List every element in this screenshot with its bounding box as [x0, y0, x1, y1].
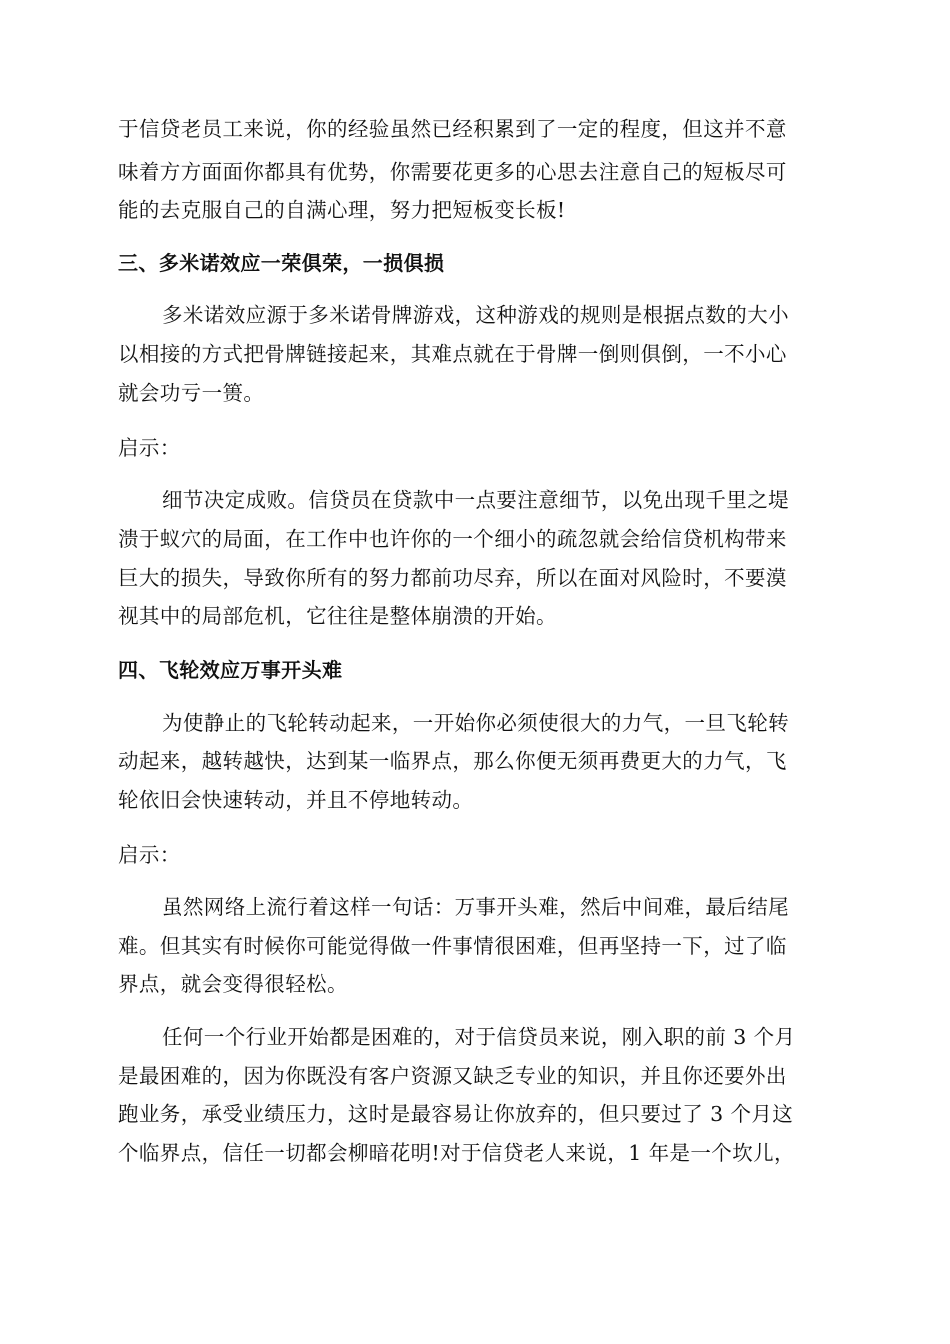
paragraph-line: 界点，就会变得很轻松。 — [118, 972, 348, 996]
paragraph-line: 跑业务，承受业绩压力，这时是最容易让你放弃的，但只要过了 3 个月这 — [118, 1102, 794, 1126]
insight-label: 启示： — [118, 843, 181, 867]
paragraph-line: 为使静止的飞轮转动起来，一开始你必须使很大的力气，一旦飞轮转 — [162, 711, 789, 735]
section-heading-domino: 三、多米诺效应一荣俱荣，一损俱损 — [118, 251, 445, 275]
insight-label: 启示： — [118, 436, 181, 460]
paragraph-line: 视其中的局部危机，它往往是整体崩溃的开始。 — [118, 604, 557, 628]
paragraph-line: 就会功亏一篑。 — [118, 381, 265, 405]
paragraph-line: 以相接的方式把骨牌链接起来，其难点就在于骨牌一倒则俱倒，一不小心 — [118, 342, 787, 366]
paragraph-line: 于信贷老员工来说，你的经验虽然已经积累到了一定的程度，但这并不意 — [118, 117, 787, 141]
paragraph-line: 是最困难的，因为你既没有客户资源又缺乏专业的知识，并且你还要外出 — [118, 1064, 787, 1088]
paragraph-line: 轮依旧会快速转动，并且不停地转动。 — [118, 788, 474, 812]
paragraph-line: 细节决定成败。信贷员在贷款中一点要注意细节，以免出现千里之堤 — [162, 488, 789, 512]
paragraph-line: 能的去克服自己的自满心理，努力把短板变长板! — [118, 198, 566, 222]
paragraph-line: 个临界点，信任一切都会柳暗花明!对于信贷老人来说，1 年是一个坎儿， — [118, 1141, 795, 1165]
paragraph-line: 难。但其实有时候你可能觉得做一件事情很困难，但再坚持一下，过了临 — [118, 934, 787, 958]
paragraph-line: 虽然网络上流行着这样一句话：万事开头难，然后中间难，最后结尾 — [162, 895, 789, 919]
paragraph-line: 任何一个行业开始都是困难的，对于信贷员来说，刚入职的前 3 个月 — [162, 1025, 796, 1049]
paragraph-line: 多米诺效应源于多米诺骨牌游戏，这种游戏的规则是根据点数的大小 — [162, 303, 789, 327]
paragraph-line: 巨大的损失，导致你所有的努力都前功尽弃，所以在面对风险时，不要漠 — [118, 566, 787, 590]
paragraph-line: 溃于蚁穴的局面，在工作中也许你的一个细小的疏忽就会给信贷机构带来 — [118, 527, 787, 551]
section-heading-flywheel: 四、飞轮效应万事开头难 — [118, 658, 343, 682]
paragraph-line: 动起来，越转越快，达到某一临界点，那么你便无须再费更大的力气，飞 — [118, 749, 787, 773]
paragraph-line: 味着方方面面你都具有优势，你需要花更多的心思去注意自己的短板尽可 — [118, 160, 787, 184]
